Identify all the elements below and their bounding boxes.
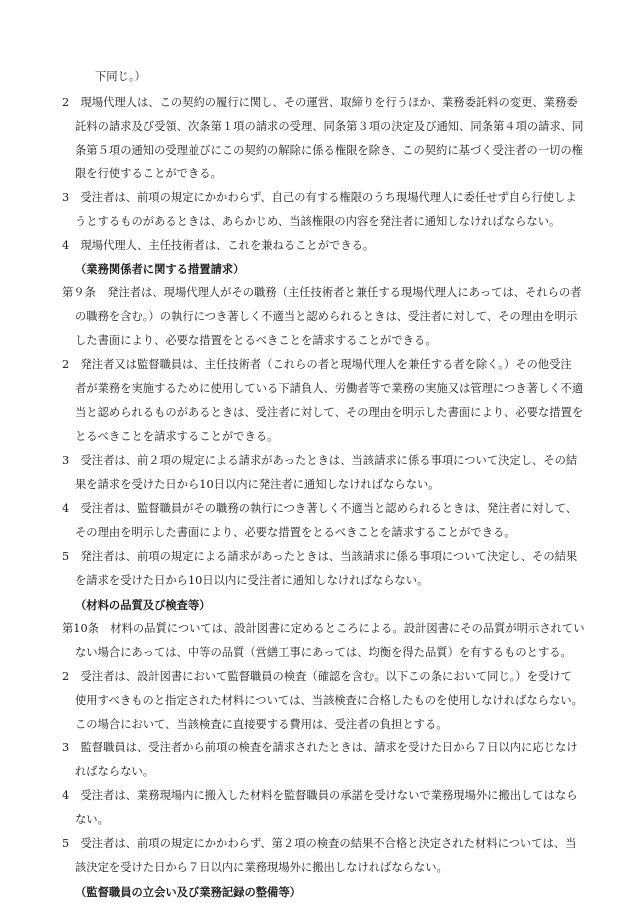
text-line: 使用すべきものと指定された材料については、当該検査に合格したものを使用しなければならない。 — [75, 694, 583, 707]
text-line: うとするものがあるときは、あらかじめ、当該権限の内容を発注者に通知しなければならない。 — [75, 215, 561, 228]
text-line: ない。 — [75, 813, 109, 826]
text-line: 限を行使することができる。 — [75, 167, 222, 180]
text-line: 条第５項の通知の受理並びにこの契約の解除に係る権限を除き、この契約に基づく受注者の一切の権 — [75, 144, 583, 157]
text-line: 者が業務を実施するために使用している下請負人、労働者等で業務の実施又は管理につき著しく不適 — [75, 382, 584, 395]
clause-paragraph: 2 受注者は、設計図書において監督職員の検査（確認を含む。以下この条において同じ。）を受けて — [62, 670, 572, 683]
section-heading: （材料の品質及び検査等） — [75, 598, 211, 612]
text-line: 下同じ。） — [95, 70, 146, 83]
clause-paragraph: 5 発注者は、前項の規定による請求があったときは、当該請求に係る事項について決定し、その結果 — [62, 550, 578, 563]
clause-paragraph: 2 発注者又は監督職員は、主任技術者（これらの者と現場代理人を兼任する者を除く。）その他受注 — [62, 358, 572, 371]
text-line: 該決定を受けた日から７日以内に業務現場外に搬出しなければならない。 — [75, 861, 448, 874]
text-line: ればならない。 — [75, 765, 155, 778]
text-line: ない場合にあっては、中等の品質（営繕工事にあっては、均衡を得た品質）を有するものとする。 — [75, 646, 572, 659]
clause-paragraph: 2 現場代理人は、この契約の履行に関し、その運営、取締りを行うほか、業務委託料の変更、業務委 — [62, 96, 578, 109]
clause-paragraph: 3 受注者は、前２項の規定による請求があったときは、当該請求に係る事項について決定し、その結 — [62, 454, 578, 467]
section-heading: （監督職員の立会い及び業務記録の整備等） — [75, 885, 301, 899]
text-line: した書面により、必要な措置をとるべきことを請求することができる。 — [75, 334, 437, 347]
clause-paragraph: 4 受注者は、監督職員がその職務の執行につき著しく不適当と認められるときは、発注者に対して、 — [62, 502, 578, 515]
text-line: その理由を明示した書面により、必要な措置をとるべきことを請求することができる。 — [75, 526, 516, 539]
article-paragraph: 第10条 材料の品質については、設計図書に定めるところによる。設計図書にその品質が明示されてい — [62, 622, 585, 635]
text-line: この場合において、当該検査に直接要する費用は、受注者の負担とする。 — [75, 718, 448, 731]
clause-paragraph: 4 受注者は、業務現場内に搬入した材料を監督職員の承諾を受けないで業務現場外に搬出してはなら — [62, 789, 578, 802]
clause-paragraph: 3 監督職員は、受注者から前項の検査を請求されたときは、請求を受けた日から７日以内に応じなけ — [62, 741, 578, 754]
text-line: 果を請求を受けた日から10日以内に発注者に通知しなければならない。 — [75, 478, 440, 491]
clause-paragraph: 3 受注者は、前項の規定にかかわらず、自己の有する権限のうち現場代理人に委任せず自ら行使しよ — [62, 191, 577, 204]
section-heading: （業務関係者に関する措置請求） — [75, 262, 245, 276]
clause-paragraph: 5 受注者は、前項の規定にかかわらず、第２項の検査の結果不合格と決定された材料については、当 — [62, 837, 577, 850]
text-line: を請求を受けた日から10日以内に受注者に通知しなければならない。 — [75, 574, 429, 587]
text-line: 当と認められるものがあるときは、受注者に対して、その理由を明示した書面により、必要な措置を — [75, 406, 584, 419]
article-paragraph: 第９条 発注者は、現場代理人がその職務（主任技術者と兼任する現場代理人にあっては、それらの者 — [62, 286, 582, 299]
clause-paragraph: 4 現場代理人、主任技術者は、これを兼ねることができる。 — [62, 239, 375, 252]
text-line: の職務を含む。）の執行につき著しく不適当と認められるときは、受注者に対して、その理由を明示 — [75, 310, 578, 323]
text-line: 託料の請求及び受領、次条第１項の請求の受理、同条第３項の決定及び通知、同条第４項の請求、同 — [75, 120, 584, 133]
text-line: とるべきことを請求することができる。 — [75, 430, 279, 443]
